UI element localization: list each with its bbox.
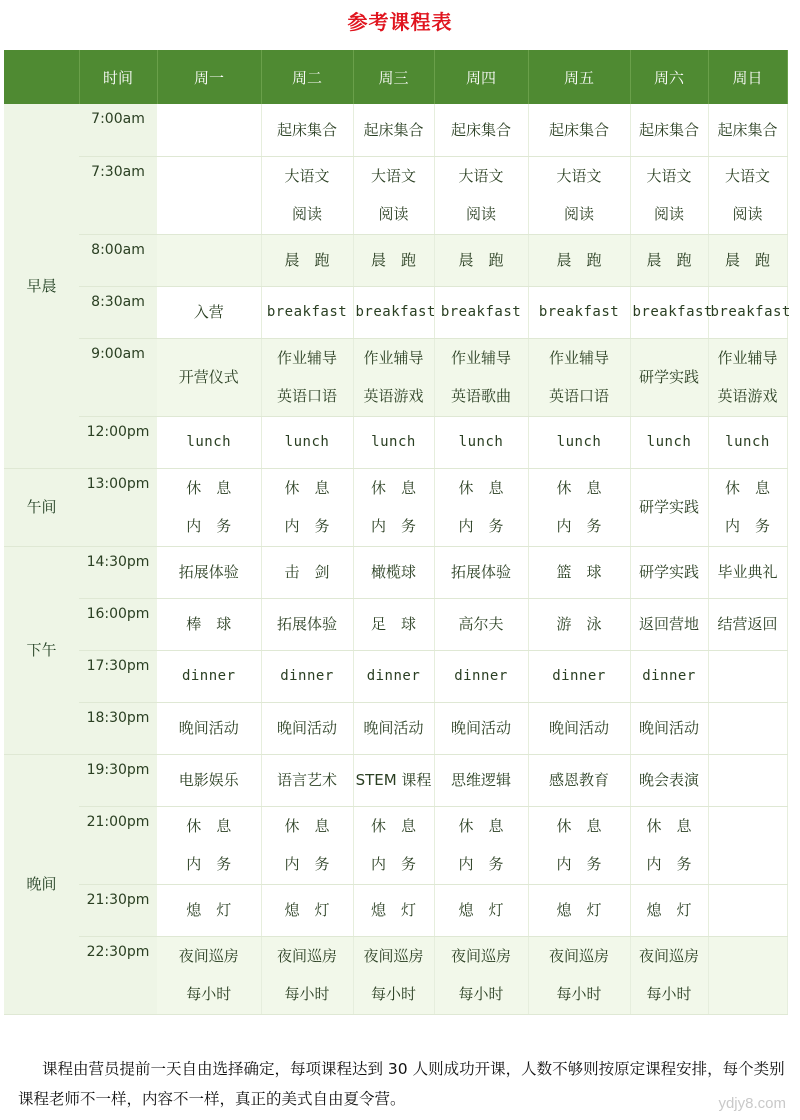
cell-thu <box>434 884 528 936</box>
period-evening: 晚间 <box>4 754 79 1014</box>
table-row <box>4 468 787 546</box>
cell-thu <box>434 104 528 156</box>
activity-label: 熄 灯 <box>646 901 692 919</box>
activity-label: 击 剑 <box>284 563 330 581</box>
activity-label: 休 息 <box>186 817 232 835</box>
activity-label: 开营仪式 <box>178 368 239 386</box>
activity-label: 研学实践 <box>638 498 699 516</box>
time-cell: 16:00pm <box>79 598 157 650</box>
time-cell: 19:30pm <box>79 754 157 806</box>
activity-label: 大语文 <box>646 167 692 185</box>
cell-sat <box>630 338 708 416</box>
activity-label: 每小时 <box>186 985 232 1003</box>
cell-tue <box>261 806 353 884</box>
cell-sun <box>708 416 787 468</box>
activity-label: 休 息 <box>284 479 330 497</box>
cell-mon <box>157 650 261 702</box>
cell-thu <box>434 468 528 546</box>
activity-label: 晚会表演 <box>638 771 699 789</box>
activity-label: 晚间活动 <box>450 719 511 737</box>
activity-label: 作业辅导 <box>717 349 778 367</box>
activity-label: 休 息 <box>724 479 770 497</box>
activity-label: 电影娱乐 <box>178 771 239 789</box>
cell-fri <box>528 754 630 806</box>
time-cell: 8:30am <box>79 286 157 338</box>
activity-label: 休 息 <box>370 479 416 497</box>
activity-label: 大语文 <box>284 167 330 185</box>
activity-label: 晨 跑 <box>646 251 692 269</box>
activity-label: breakfast <box>355 304 436 320</box>
header-sun: 周日 <box>708 50 787 104</box>
activity-label: 英语游戏 <box>717 387 778 405</box>
cell-sun <box>708 806 787 884</box>
table-row <box>4 156 787 234</box>
activity-label: 休 息 <box>458 479 504 497</box>
cell-sun <box>708 234 787 286</box>
time-cell: 8:00am <box>79 234 157 286</box>
cell-wed <box>353 936 434 1014</box>
cell-tue <box>261 468 353 546</box>
activity-label: 拓展体验 <box>178 563 239 581</box>
activity-label: 晨 跑 <box>370 251 416 269</box>
activity-label: 内 务 <box>458 517 504 535</box>
activity-label: 夜间巡房 <box>363 947 424 965</box>
activity-label: 休 息 <box>186 479 232 497</box>
activity-label: 研学实践 <box>638 563 699 581</box>
activity-label: 夜间巡房 <box>638 947 699 965</box>
activity-label: 内 务 <box>458 855 504 873</box>
cell-mon <box>157 754 261 806</box>
activity-label: 晨 跑 <box>556 251 602 269</box>
activity-label: breakfast <box>266 304 348 320</box>
cell-thu <box>434 806 528 884</box>
cell-thu <box>434 702 528 754</box>
time-cell: 9:00am <box>79 338 157 416</box>
time-cell: 17:30pm <box>79 650 157 702</box>
cell-tue <box>261 156 353 234</box>
activity-label: 夜间巡房 <box>276 947 337 965</box>
cell-fri <box>528 338 630 416</box>
cell-wed <box>353 650 434 702</box>
cell-sun <box>708 936 787 1014</box>
activity-label: 大语文 <box>724 167 770 185</box>
cell-thu <box>434 546 528 598</box>
activity-label: 阅读 <box>291 205 322 223</box>
activity-label: 熄 灯 <box>556 901 602 919</box>
header-blank <box>4 50 79 104</box>
cell-sun <box>708 286 791 338</box>
activity-label: 大语文 <box>556 167 602 185</box>
period-afternoon: 下午 <box>4 546 79 754</box>
activity-label: 休 息 <box>370 817 416 835</box>
cell-sun <box>708 598 787 650</box>
cell-fri <box>528 546 630 598</box>
cell-sun <box>708 156 787 234</box>
cell-wed <box>353 702 434 754</box>
period-noon: 午间 <box>4 468 79 546</box>
header-wed: 周三 <box>353 50 434 104</box>
activity-label: 足 球 <box>370 615 416 633</box>
activity-label: dinner <box>552 668 606 684</box>
activity-label: 橄榄球 <box>370 563 416 581</box>
time-cell: 7:00am <box>79 104 157 156</box>
cell-sat <box>630 936 708 1014</box>
activity-label: 内 务 <box>186 855 232 873</box>
schedule-body <box>4 104 791 1014</box>
time-cell: 7:30am <box>79 156 157 234</box>
cell-mon <box>157 702 261 754</box>
page-title: 参考课程表 <box>347 10 453 34</box>
cell-thu <box>434 650 528 702</box>
activity-label: 熄 灯 <box>458 901 504 919</box>
cell-tue <box>261 416 353 468</box>
activity-label: 思维逻辑 <box>450 771 511 789</box>
table-row <box>4 416 787 468</box>
activity-label: 休 息 <box>556 479 602 497</box>
table-row <box>4 338 787 416</box>
cell-wed <box>353 416 434 468</box>
time-cell: 14:30pm <box>79 546 157 598</box>
activity-label: 内 务 <box>186 517 232 535</box>
table-row <box>4 702 787 754</box>
schedule-table <box>4 50 791 1015</box>
activity-label: 晨 跑 <box>724 251 770 269</box>
activity-label: 晚间活动 <box>363 719 424 737</box>
cell-tue <box>261 884 353 936</box>
activity-label: 毕业典礼 <box>717 563 778 581</box>
activity-label: 感恩教育 <box>548 771 609 789</box>
cell-sat <box>630 156 708 234</box>
activity-label: 内 务 <box>646 855 692 873</box>
activity-label: 大语文 <box>458 167 504 185</box>
cell-mon <box>157 234 261 286</box>
activity-label: 结营返回 <box>717 615 778 633</box>
activity-label: 语言艺术 <box>276 771 337 789</box>
cell-tue <box>261 598 353 650</box>
cell-thu <box>434 936 528 1014</box>
cell-wed <box>353 104 434 156</box>
activity-label: lunch <box>186 434 232 450</box>
activity-label: 晚间活动 <box>178 719 239 737</box>
cell-sun <box>708 104 787 156</box>
activity-label: STEM 课程 <box>355 771 432 789</box>
activity-label: 休 息 <box>646 817 692 835</box>
activity-label: lunch <box>371 434 416 450</box>
table-row <box>4 598 787 650</box>
cell-fri <box>528 416 630 468</box>
cell-mon <box>157 286 261 338</box>
activity-label: 起床集合 <box>363 120 424 139</box>
activity-label: 每小时 <box>370 985 416 1003</box>
cell-mon <box>157 806 261 884</box>
cell-fri <box>528 598 630 650</box>
activity-label: 英语歌曲 <box>450 387 511 405</box>
cell-thu <box>434 416 528 468</box>
activity-label: 熄 灯 <box>370 901 416 919</box>
cell-mon <box>157 546 261 598</box>
cell-wed <box>353 234 434 286</box>
activity-label: 内 务 <box>370 855 416 873</box>
activity-label: 休 息 <box>458 817 504 835</box>
header-thu: 周四 <box>434 50 528 104</box>
table-row <box>4 104 787 156</box>
cell-mon <box>157 884 261 936</box>
activity-label: 每小时 <box>284 985 330 1003</box>
activity-label: 返回营地 <box>638 615 699 633</box>
cell-tue <box>261 234 353 286</box>
cell-mon <box>157 104 261 156</box>
cell-sat <box>630 546 708 598</box>
activity-label: 阅读 <box>465 205 496 223</box>
activity-label: 拓展体验 <box>276 615 337 633</box>
cell-tue <box>261 936 353 1014</box>
cell-sat <box>630 104 708 156</box>
time-cell: 22:30pm <box>79 936 157 1014</box>
header-mon: 周一 <box>157 50 261 104</box>
header-tue: 周二 <box>261 50 353 104</box>
cell-thu <box>434 598 528 650</box>
activity-label: 起床集合 <box>450 120 511 139</box>
activity-label: 晨 跑 <box>284 251 330 269</box>
activity-label: 内 务 <box>556 855 602 873</box>
activity-label: 每小时 <box>556 985 602 1003</box>
activity-label: 作业辅导 <box>363 349 424 367</box>
cell-mon <box>157 936 261 1014</box>
activity-label: 休 息 <box>556 817 602 835</box>
activity-label: 起床集合 <box>638 120 699 139</box>
activity-label: 每小时 <box>646 985 692 1003</box>
activity-label: dinner <box>181 668 236 684</box>
footnote: 课程由营员提前一天自由选择确定，每项课程达到 30 人则成功开课，人数不够则按原定课程安排，每个类别课程老师不一样，内容不一样，真正的美式自由夏令营。 <box>18 1060 785 1108</box>
header-sat: 周六 <box>630 50 708 104</box>
time-cell: 12:00pm <box>79 416 157 468</box>
cell-thu <box>434 156 528 234</box>
cell-mon <box>157 468 261 546</box>
cell-wed <box>353 468 434 546</box>
cell-fri <box>528 468 630 546</box>
activity-label: 起床集合 <box>717 120 778 139</box>
header-row <box>4 50 787 104</box>
activity-label: 晚间活动 <box>276 719 337 737</box>
activity-label: lunch <box>646 434 692 450</box>
cell-tue <box>261 104 353 156</box>
cell-wed <box>353 884 434 936</box>
cell-tue <box>261 754 353 806</box>
activity-label: 阅读 <box>653 205 684 223</box>
table-row <box>4 754 787 806</box>
table-row <box>4 806 787 884</box>
cell-sat <box>630 416 708 468</box>
time-cell: 21:00pm <box>79 806 157 884</box>
cell-sun <box>708 650 787 702</box>
table-row <box>4 884 787 936</box>
cell-sun <box>708 338 787 416</box>
table-row <box>4 234 787 286</box>
cell-mon <box>157 156 261 234</box>
time-cell: 21:30pm <box>79 884 157 936</box>
cell-sun <box>708 546 787 598</box>
cell-fri <box>528 104 630 156</box>
cell-sat <box>630 598 708 650</box>
cell-sun <box>708 884 787 936</box>
cell-wed <box>353 286 434 338</box>
activity-label: 高尔夫 <box>458 615 504 633</box>
activity-label: 内 务 <box>556 517 602 535</box>
activity-label: 英语口语 <box>276 387 337 405</box>
cell-sat <box>630 754 708 806</box>
activity-label: 研学实践 <box>638 368 699 386</box>
activity-label: dinner <box>454 668 508 684</box>
cell-tue <box>261 546 353 598</box>
cell-wed <box>353 754 434 806</box>
activity-label: 起床集合 <box>548 120 609 139</box>
cell-mon <box>157 338 261 416</box>
activity-label: 篮 球 <box>556 563 602 581</box>
table-row <box>4 546 787 598</box>
activity-label: 熄 灯 <box>186 901 232 919</box>
activity-label: 起床集合 <box>276 120 337 139</box>
activity-label: breakfast <box>538 304 620 320</box>
activity-label: breakfast <box>632 304 713 320</box>
activity-label: 作业辅导 <box>450 349 511 367</box>
time-cell: 18:30pm <box>79 702 157 754</box>
activity-label: 阅读 <box>563 205 594 223</box>
cell-wed <box>353 338 434 416</box>
cell-fri <box>528 806 630 884</box>
activity-label: dinner <box>366 668 421 684</box>
cell-thu <box>434 286 528 338</box>
activity-label: 大语文 <box>370 167 416 185</box>
header-time: 时间 <box>79 50 157 104</box>
activity-label: 拓展体验 <box>450 563 511 581</box>
activity-label: 阅读 <box>378 205 409 223</box>
cell-fri <box>528 702 630 754</box>
table-row <box>4 650 787 702</box>
activity-label: 阅读 <box>732 205 763 223</box>
activity-label: 晚间活动 <box>638 719 699 737</box>
cell-sat <box>630 468 708 546</box>
cell-thu <box>434 754 528 806</box>
activity-label: 内 务 <box>724 517 770 535</box>
cell-sun <box>708 468 787 546</box>
cell-wed <box>353 546 434 598</box>
cell-wed <box>353 598 434 650</box>
cell-mon <box>157 598 261 650</box>
cell-tue <box>261 286 353 338</box>
header-fri: 周五 <box>528 50 630 104</box>
activity-label: 夜间巡房 <box>548 947 609 965</box>
cell-fri <box>528 234 630 286</box>
activity-label: 休 息 <box>284 817 330 835</box>
activity-label: 夜间巡房 <box>178 947 239 965</box>
activity-label: 作业辅导 <box>548 349 609 367</box>
cell-fri <box>528 650 630 702</box>
cell-wed <box>353 806 434 884</box>
activity-label: 夜间巡房 <box>450 947 511 965</box>
cell-wed <box>353 156 434 234</box>
activity-label: 内 务 <box>284 517 330 535</box>
activity-label: breakfast <box>710 304 791 320</box>
activity-label: lunch <box>725 434 770 450</box>
cell-fri <box>528 884 630 936</box>
activity-label: 内 务 <box>284 855 330 873</box>
cell-tue <box>261 702 353 754</box>
activity-label: lunch <box>458 434 504 450</box>
activity-label: 游 泳 <box>556 615 602 633</box>
cell-sun <box>708 702 787 754</box>
cell-fri <box>528 156 630 234</box>
cell-sat <box>630 702 708 754</box>
cell-tue <box>261 650 353 702</box>
activity-label: 英语游戏 <box>363 387 424 405</box>
cell-sat <box>630 806 708 884</box>
cell-fri <box>528 936 630 1014</box>
period-morning: 早晨 <box>4 104 79 468</box>
activity-label: 熄 灯 <box>284 901 330 919</box>
cell-thu <box>434 338 528 416</box>
activity-label: 英语口语 <box>548 387 609 405</box>
activity-label: 晚间活动 <box>548 719 609 737</box>
activity-label: breakfast <box>440 304 522 320</box>
activity-label: 每小时 <box>458 985 504 1003</box>
activity-label: 棒 球 <box>186 615 232 633</box>
table-row <box>4 286 787 338</box>
activity-label: lunch <box>284 434 330 450</box>
activity-label: dinner <box>280 668 334 684</box>
activity-label: lunch <box>556 434 602 450</box>
table-row <box>4 936 787 1014</box>
activity-label: dinner <box>642 668 696 684</box>
activity-label: 入营 <box>193 303 224 321</box>
cell-sun <box>708 754 787 806</box>
watermark-text: ydjy8.com <box>718 1095 786 1112</box>
activity-label: 作业辅导 <box>276 349 337 367</box>
activity-label: 晨 跑 <box>458 251 504 269</box>
cell-mon <box>157 416 261 468</box>
cell-tue <box>261 338 353 416</box>
cell-fri <box>528 286 630 338</box>
cell-sat <box>630 650 708 702</box>
activity-label: 内 务 <box>370 517 416 535</box>
cell-sat <box>630 286 713 338</box>
cell-sat <box>630 234 708 286</box>
time-cell: 13:00pm <box>79 468 157 546</box>
cell-sat <box>630 884 708 936</box>
cell-thu <box>434 234 528 286</box>
